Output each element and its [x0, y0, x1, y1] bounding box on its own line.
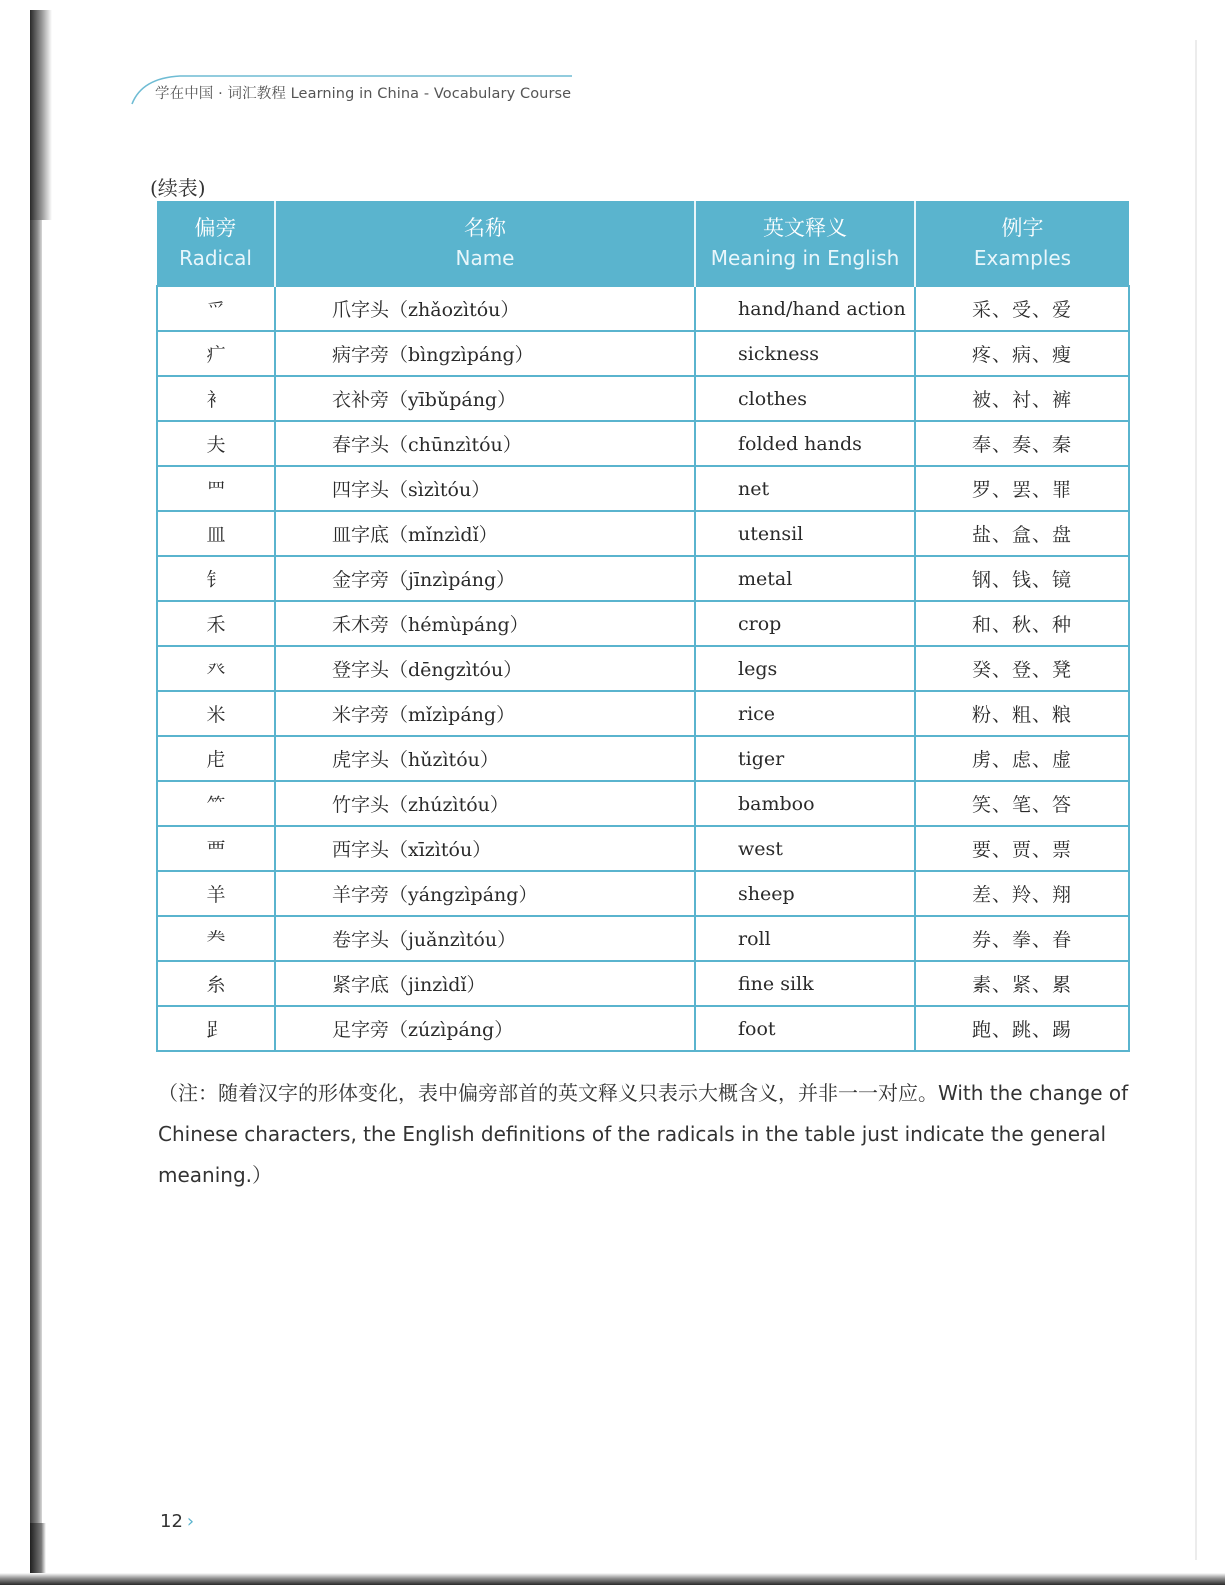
name-cell: 羊字旁（yángzìpáng）	[275, 871, 695, 916]
examples-cell: 钢、钱、镜	[915, 556, 1129, 601]
meaning-cell: utensil	[695, 511, 915, 556]
meaning-cell: sheep	[695, 871, 915, 916]
meaning-cell: foot	[695, 1006, 915, 1051]
table-row	[157, 826, 1129, 871]
chevron-right-icon: ›	[186, 1511, 195, 1532]
meaning-cell: fine silk	[695, 961, 915, 1006]
name-cell: 足字旁（zúzìpáng）	[275, 1006, 695, 1051]
examples-cell: 疼、病、瘦	[915, 331, 1129, 376]
name-cell: 爪字头（zhǎozìtóu）	[275, 286, 695, 331]
table-row	[157, 376, 1129, 421]
examples-cell: 和、秋、种	[915, 601, 1129, 646]
radical-cell: 罒	[157, 466, 275, 511]
column-header-radical	[157, 201, 275, 286]
table-row	[157, 421, 1129, 466]
examples-cell: 跑、跳、踢	[915, 1006, 1129, 1051]
radical-cell: 爫	[157, 286, 275, 331]
examples-cell: 素、紧、累	[915, 961, 1129, 1006]
radical-cell: ⺮	[157, 781, 275, 826]
scan-edge-bottom	[0, 1573, 1225, 1585]
table-row	[157, 781, 1129, 826]
meaning-cell: roll	[695, 916, 915, 961]
page-number-value: 12	[160, 1511, 183, 1532]
name-cell: 金字旁（jīnzìpáng）	[275, 556, 695, 601]
radical-cell: 皿	[157, 511, 275, 556]
name-cell: 春字头（chūnzìtóu）	[275, 421, 695, 466]
name-cell: 登字头（dēngzìtóu）	[275, 646, 695, 691]
running-header	[130, 68, 590, 108]
meaning-cell: bamboo	[695, 781, 915, 826]
table-row	[157, 286, 1129, 331]
radicals-table	[156, 201, 1130, 1052]
scan-corner-shadow	[30, 1523, 46, 1573]
name-cell: 紧字底（jinzìdǐ）	[275, 961, 695, 1006]
meaning-cell: sickness	[695, 331, 915, 376]
table-body	[157, 286, 1129, 1051]
radical-cell: 糸	[157, 961, 275, 1006]
table-row	[157, 646, 1129, 691]
column-header-name	[275, 201, 695, 286]
table-row	[157, 331, 1129, 376]
examples-cell: 虏、虑、虚	[915, 736, 1129, 781]
column-header-zh: 例字	[1001, 216, 1044, 240]
radical-cell: 米	[157, 691, 275, 736]
examples-cell: 券、拳、眷	[915, 916, 1129, 961]
examples-cell: 要、贾、票	[915, 826, 1129, 871]
radical-cell: 羊	[157, 871, 275, 916]
table-row	[157, 511, 1129, 556]
column-header-zh: 名称	[464, 216, 506, 240]
scan-edge-right	[1195, 40, 1197, 1560]
meaning-cell: hand/hand action	[695, 286, 915, 331]
column-header-en: Name	[455, 246, 515, 270]
name-cell: 米字旁（mǐzìpáng）	[275, 691, 695, 736]
table-row	[157, 871, 1129, 916]
radical-cell: 虍	[157, 736, 275, 781]
column-header-zh: 英文释义	[763, 216, 847, 240]
table-row	[157, 1006, 1129, 1051]
table-row	[157, 601, 1129, 646]
table-row	[157, 466, 1129, 511]
meaning-cell: net	[695, 466, 915, 511]
table-footnote: （注：随着汉字的形体变化，表中偏旁部首的英文释义只表示大概含义，并非一一对应。With the change of Chinese characters, the English definitions of the radicals in the table just indicate the general meaning.）	[158, 1081, 1129, 1187]
name-cell: 皿字底（mǐnzìdǐ）	[275, 511, 695, 556]
examples-cell: 癸、登、凳	[915, 646, 1129, 691]
column-header-examples	[915, 201, 1129, 286]
examples-cell: 被、衬、裤	[915, 376, 1129, 421]
examples-cell: 盐、盒、盘	[915, 511, 1129, 556]
meaning-cell: west	[695, 826, 915, 871]
examples-cell: 奉、奏、秦	[915, 421, 1129, 466]
examples-cell: 粉、粗、粮	[915, 691, 1129, 736]
examples-cell: 差、羚、翔	[915, 871, 1129, 916]
column-header-en: Examples	[973, 246, 1072, 270]
scan-edge-shadow	[30, 10, 52, 220]
table-row	[157, 916, 1129, 961]
radical-cell: 癶	[157, 646, 275, 691]
table-row	[157, 691, 1129, 736]
meaning-cell: metal	[695, 556, 915, 601]
name-cell: 虎字头（hǔzìtóu）	[275, 736, 695, 781]
name-cell: 禾木旁（hémùpáng）	[275, 601, 695, 646]
meaning-cell: rice	[695, 691, 915, 736]
running-header-title: 学在中国 · 词汇教程 Learning in China - Vocabulary Course	[155, 86, 572, 102]
examples-cell: 采、受、爱	[915, 286, 1129, 331]
name-cell: 竹字头（zhúzìtóu）	[275, 781, 695, 826]
name-cell: 西字头（xīzìtóu）	[275, 826, 695, 871]
meaning-cell: clothes	[695, 376, 915, 421]
radical-cell: 钅	[157, 556, 275, 601]
name-cell: 四字头（sìzìtóu）	[275, 466, 695, 511]
radical-cell: 禾	[157, 601, 275, 646]
table-row	[157, 736, 1129, 781]
table-header-row	[157, 201, 1129, 286]
name-cell: 病字旁（bìngzìpáng）	[275, 331, 695, 376]
radical-cell: 疒	[157, 331, 275, 376]
column-header-zh: 偏旁	[194, 216, 237, 240]
radical-cell: 龹	[157, 916, 275, 961]
name-cell: 卷字头（juǎnzìtóu）	[275, 916, 695, 961]
examples-cell: 笑、笔、答	[915, 781, 1129, 826]
meaning-cell: crop	[695, 601, 915, 646]
table-row	[157, 556, 1129, 601]
radical-cell: 𧾷	[157, 1006, 275, 1051]
examples-cell: 罗、罢、罪	[915, 466, 1129, 511]
column-header-meaning	[695, 201, 915, 286]
column-header-en: Meaning in English	[710, 246, 900, 270]
meaning-cell: legs	[695, 646, 915, 691]
name-cell: 衣补旁（yībǔpáng）	[275, 376, 695, 421]
meaning-cell: folded hands	[695, 421, 915, 466]
radical-cell: 夫	[157, 421, 275, 466]
table-row	[157, 961, 1129, 1006]
table-continued-label: (续表)	[150, 176, 206, 200]
scan-edge-left	[30, 10, 42, 1555]
page-number	[160, 1511, 194, 1532]
radical-cell: 衤	[157, 376, 275, 421]
meaning-cell: tiger	[695, 736, 915, 781]
radical-cell: 覀	[157, 826, 275, 871]
column-header-en: Radical	[179, 246, 252, 270]
